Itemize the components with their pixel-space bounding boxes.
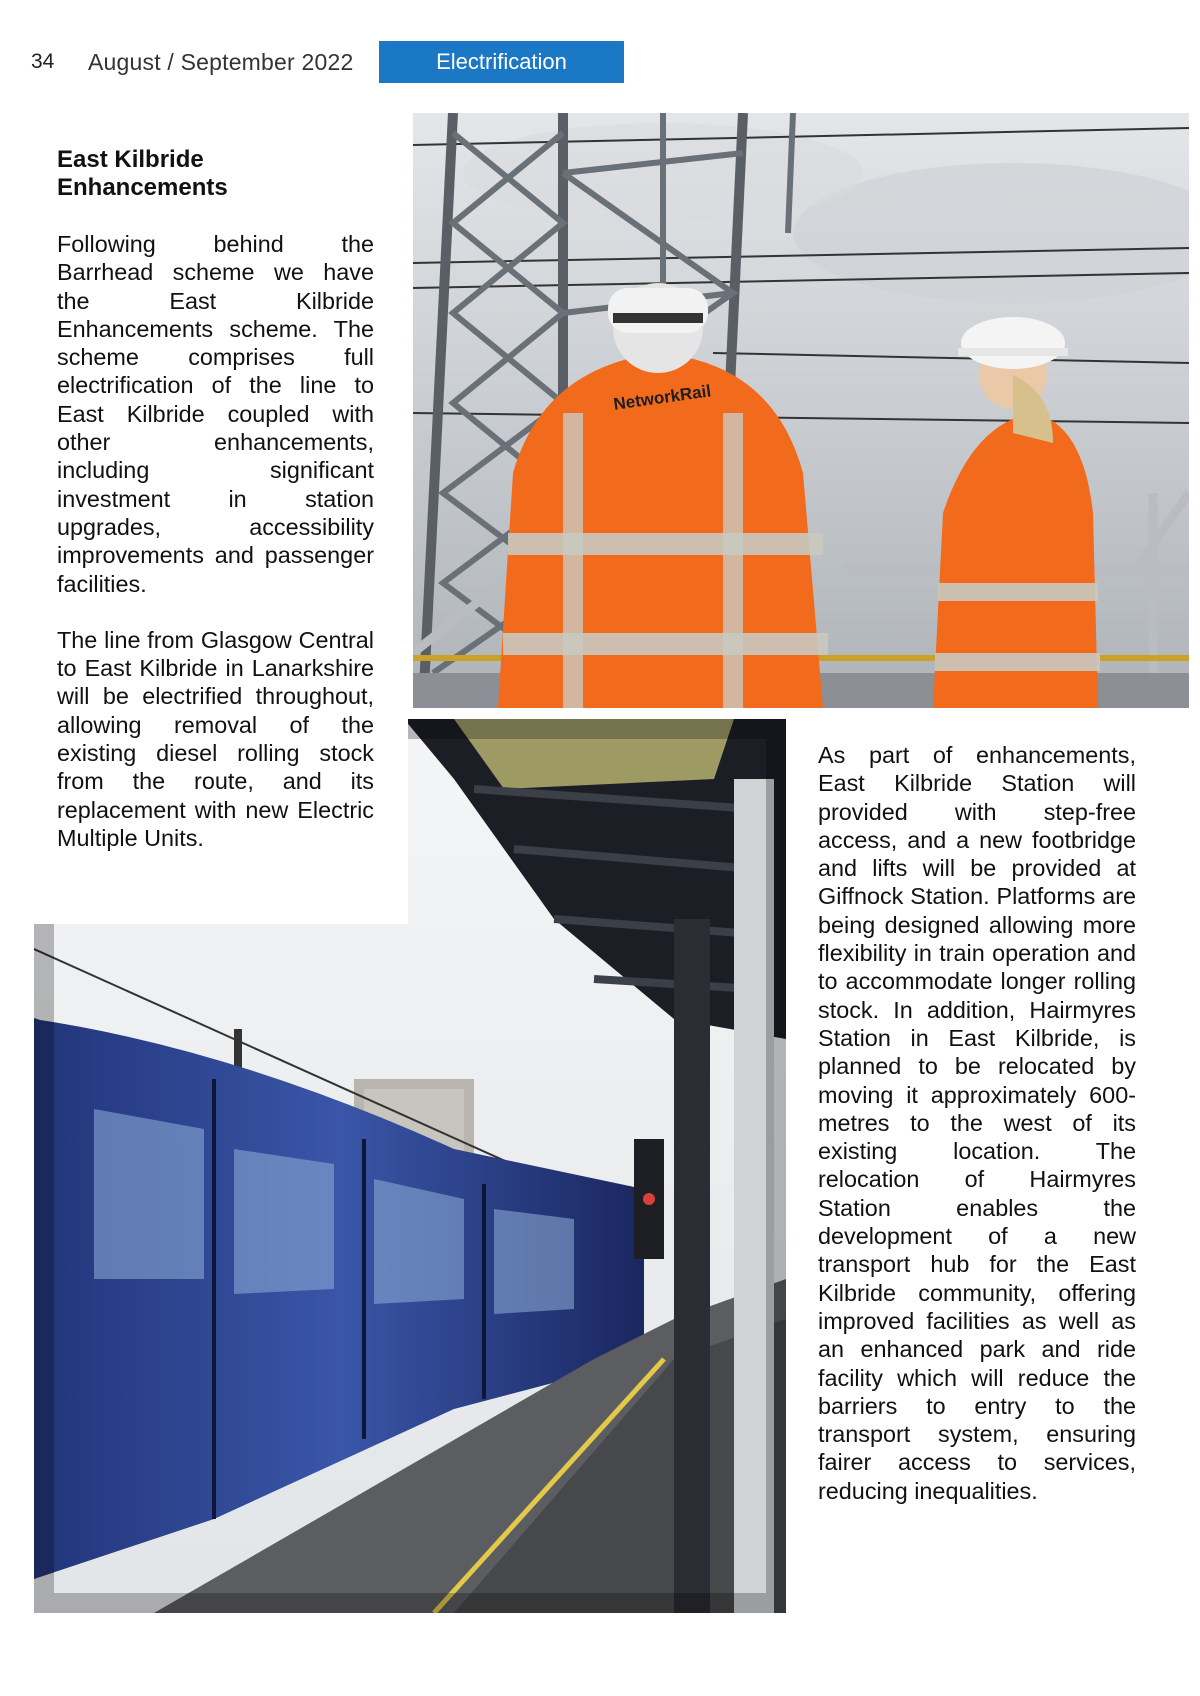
article-left-panel (34, 113, 408, 924)
workers-photo-illustration (413, 113, 1189, 708)
article-right-column (818, 741, 1136, 1505)
article-heading: East Kilbride Enhancements (57, 146, 228, 201)
issue-date: August / September 2022 (88, 49, 354, 75)
workers-photo (413, 113, 1189, 708)
body-paragraph-3: As part of enhancements, East Kilbride Station will provided with step-free access, and a new footbridge and lifts will be provided at Giffnock Station. Platforms are being designed allowing more flexibility in train operation and to accommodate longer rolling stock. In addition, Hairmyres Station in East Kilbride, is planned to be relocated by moving it approximately 600-metres to the west of its existing location. The relocation of Hairmyres Station enables the development of a new transport hub for the East Kilbride community, offering improved facilities as well as an enhanced park and ride facility which will reduce the barriers to entry to the transport system, ensuring fairer access to services, reducing inequalities. (818, 742, 1136, 1504)
body-paragraph-1: Following behind the Barrhead scheme we have the East Kilbride Enhancements scheme. The scheme comprises full electrification of the line to East Kilbride coupled with other enhancements, including significant investment in station upgrades, accessibility improvements and passenger facilities. (57, 231, 374, 597)
jacket-logo: NetworkRail (612, 381, 713, 414)
section-tab: Electrification (379, 41, 624, 83)
page-number: 34 (31, 50, 55, 73)
body-paragraph-2: The line from Glasgow Central to East Kilbride in Lanarkshire will be electrified throughout, allowing removal of the existing diesel rolling stock from the route, and its replacement with new Electric Multiple Units. (57, 626, 374, 851)
